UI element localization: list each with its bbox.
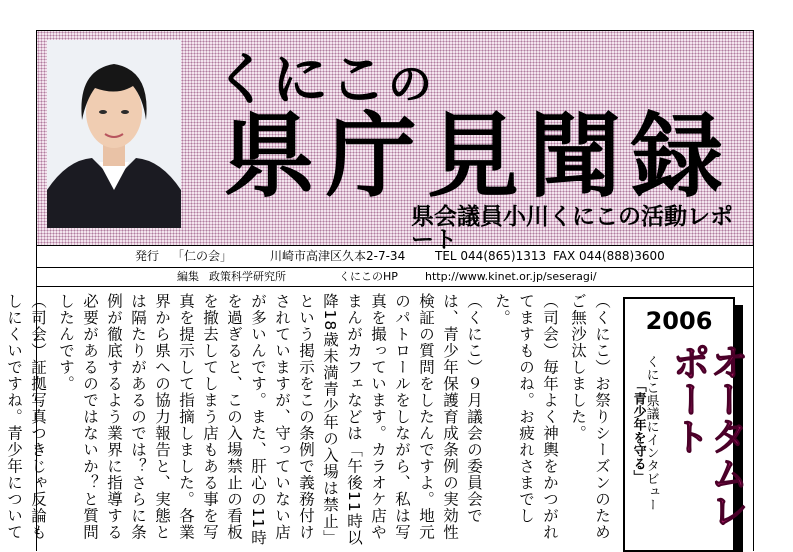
publisher-fax: FAX 044(888)3600: [553, 249, 665, 263]
publisher-name: 「仁の会」: [172, 249, 233, 263]
masthead: [37, 31, 753, 253]
interview-quote: 「青少年を守る」: [630, 379, 646, 483]
publisher-address: 川崎市高津区久本2-7-34: [270, 249, 406, 263]
article-paragraph: （司会）毎年よく神輿をかつがれてますものね。お疲れさまでした。: [493, 293, 559, 541]
editor-line: [37, 268, 753, 287]
portrait-photo: [47, 40, 181, 228]
newsletter-sheet: [5, 30, 754, 551]
interview-article: [5, 293, 614, 552]
portrait-illustration: [47, 40, 181, 228]
autumn-report-box: [623, 297, 748, 552]
publisher-tel: TEL 044(865)1313: [435, 249, 547, 263]
interview-caption: くにこ県議にインタビュー: [643, 355, 659, 511]
title-main: 県庁見聞録: [223, 103, 734, 210]
homepage-label: くにこのHP: [339, 270, 398, 283]
article-paragraph: （くにこ）お祭りシーズンのためご無沙汰しました。: [569, 293, 611, 541]
report-year: 2006: [645, 307, 713, 335]
publisher-line: [37, 245, 753, 268]
article-paragraph: （くにこ）９月議会の委員会では、青少年保護育成条例の実効性検証の質問をしたんですよ。地元のパトロールをしながら、私は写真を撮っています。カラオケ店やまんがカフェなどは「午後11時以降18歳未満青少年の入場は禁止」という掲示をこの条例で義務付けされていますが、守っていない店が多いんです。また、肝心の11時を過ぎると、この入場禁止の看板を撤去してしまう店もある事を写真を提示して指摘しました。各業界から県への協力報告と、実態とは隔たりがあるのでは？さらに条例が徹底するよう業界に指導する必要があるのではないか？と質問したんです。: [57, 293, 483, 546]
editor-name: 政策科学研究所: [209, 270, 286, 283]
homepage-url[interactable]: http://www.kinet.or.jp/seseragi/: [425, 270, 597, 283]
subtitle: 県会議員小川くにこの活動レポート: [411, 204, 733, 253]
publisher-label: 発行: [135, 249, 160, 263]
article-paragraph: （司会）証拠写真つきじゃ反論もしにくいですね。青少年について: [5, 293, 47, 541]
title-kuniko: くにこの: [214, 48, 434, 113]
editor-label: 編集: [177, 270, 199, 283]
autumn-report-title: オータムレポート: [666, 343, 748, 528]
